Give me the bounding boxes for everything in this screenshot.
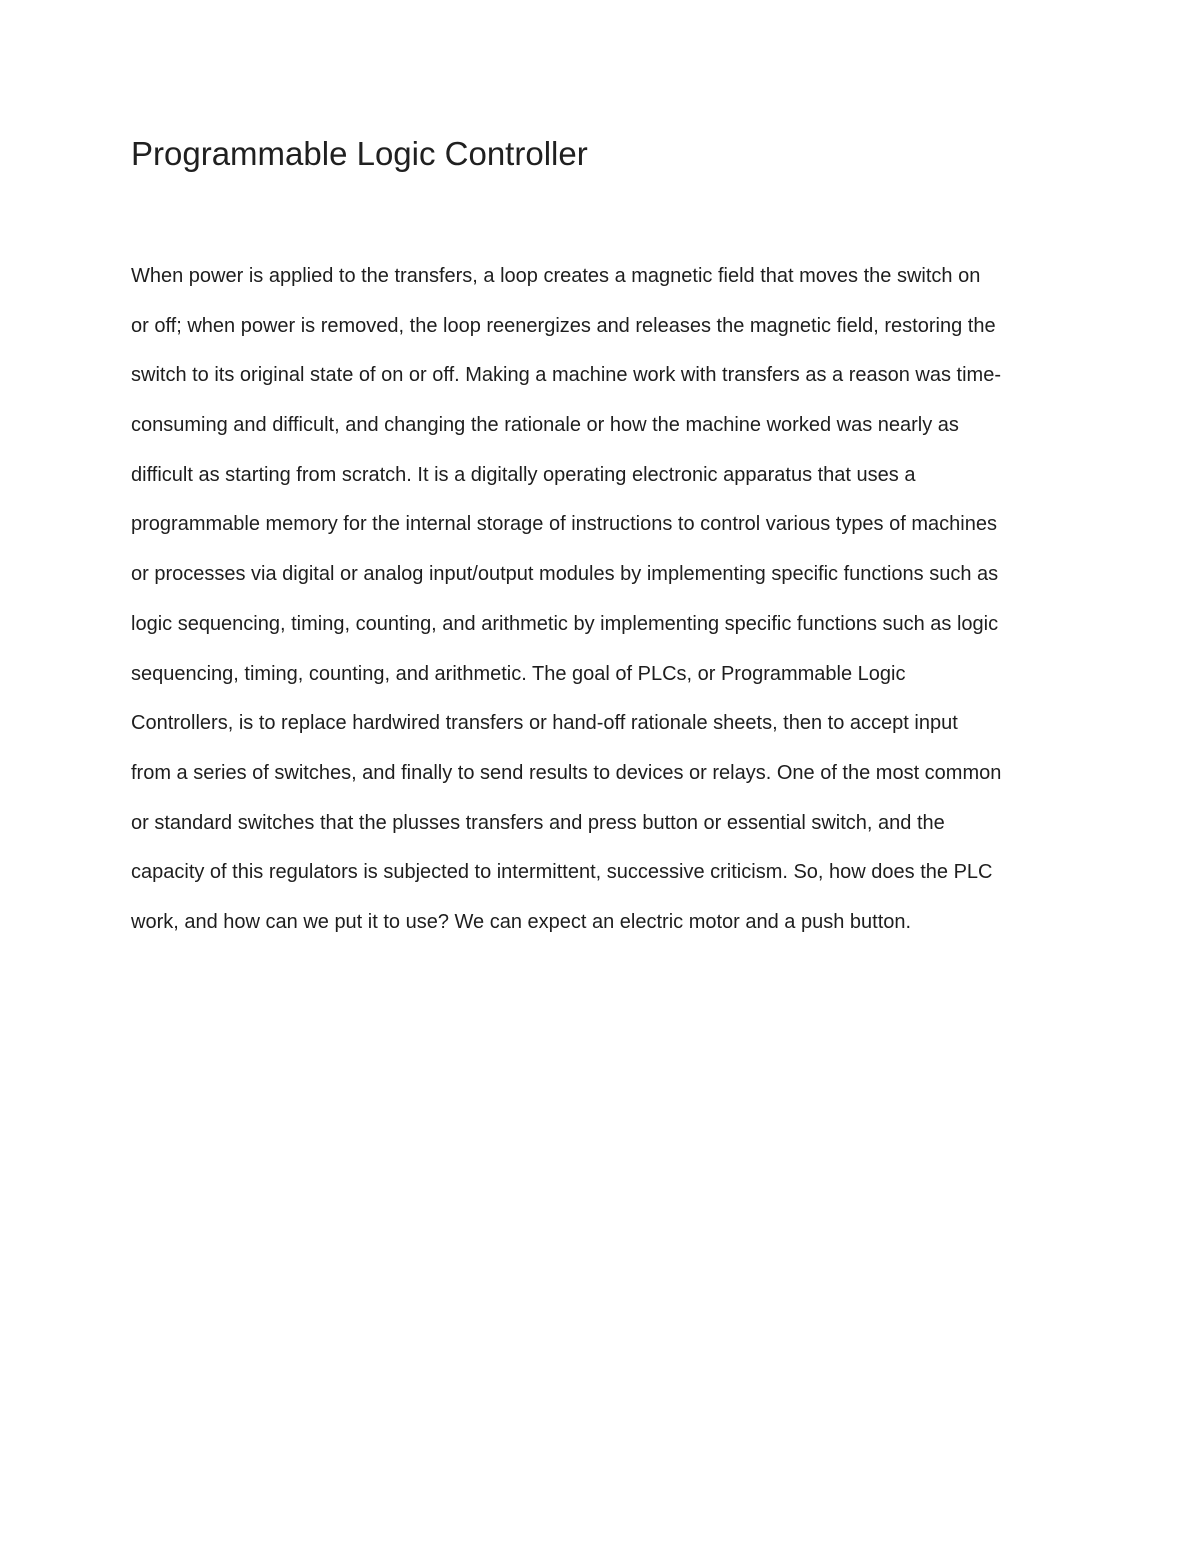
document-body [131, 252, 1091, 948]
body-line: work, and how can we put it to use? We can expect an electric motor and a push button. [131, 910, 912, 933]
body-line: consuming and difficult, and changing the rationale or how the machine worked was nearly as [131, 414, 959, 437]
body-line: from a series of switches, and finally to send results to devices or relays. One of the most common [131, 761, 1002, 784]
body-line: logic sequencing, timing, counting, and arithmetic by implementing specific functions such as logic [131, 612, 999, 635]
body-line: When power is applied to the transfers, a loop creates a magnetic field that moves the switch on [131, 265, 981, 287]
body-line: programmable memory for the internal storage of instructions to control various types of machines [131, 513, 997, 536]
body-line: switch to its original state of on or off. Making a machine work with transfers as a reason was time- [131, 364, 1001, 387]
body-line: Controllers, is to replace hardwired transfers or hand-off rationale sheets, then to accept input [131, 712, 958, 735]
body-line: capacity of this regulators is subjected to intermittent, successive criticism. So, how does the PLC [131, 861, 993, 884]
body-line: difficult as starting from scratch. It is a digitally operating electronic apparatus that uses a [131, 463, 916, 486]
body-line: or processes via digital or analog input/output modules by implementing specific functions such as [131, 563, 999, 586]
document-title: Programmable Logic Controller [131, 135, 588, 172]
body-line: or off; when power is removed, the loop reenergizes and releases the magnetic field, restoring the [131, 314, 996, 337]
body-line: or standard switches that the plusses transfers and press button or essential switch, and the [131, 811, 945, 834]
body-line: sequencing, timing, counting, and arithmetic. The goal of PLCs, or Programmable Logic [131, 662, 906, 685]
